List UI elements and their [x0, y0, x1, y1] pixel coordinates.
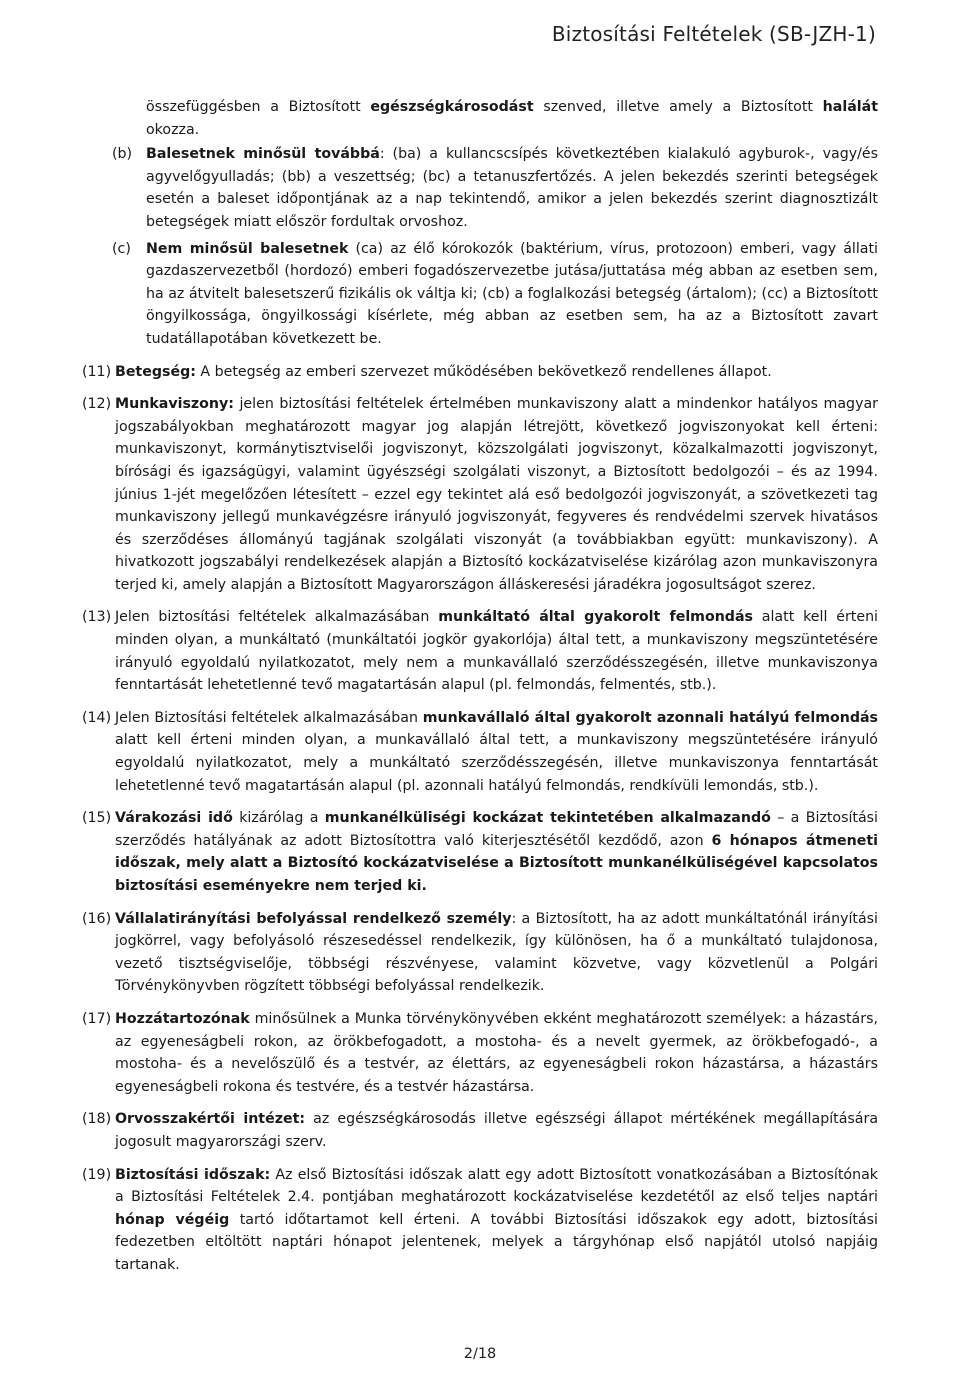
- text: tartó időtartamot kell érteni. A további Biztosítási időszakok egy adott, biztosítási fedezetben eltöltött naptári hónapot jelentenek, melyek a tárgyhónap első napjától utolsó napjáig tartanak.: [115, 1211, 878, 1273]
- text: kizárólag a: [232, 810, 325, 827]
- bold-text: munkanélküliségi kockázat tekintetében alkalmazandó: [324, 810, 771, 827]
- page-number: 2/18: [463, 1346, 497, 1362]
- bold-text: Balesetnek minősül továbbá: [146, 146, 380, 163]
- text: Az első Biztosítási időszak alatt egy adott Biztosított vonatkozásában a Biztosítónak a Biztosítási Feltételek 2.4. pontjában meghatározott kockázatviselése kezdetétől az első teljes naptári: [115, 1166, 879, 1206]
- clause-number: (14): [82, 709, 112, 726]
- clause-17: [82, 1008, 878, 1098]
- bold-text: egészségkárosodást: [370, 99, 534, 115]
- clause-16: [82, 908, 878, 998]
- subparagraph-c: [82, 238, 878, 351]
- bold-text: Munkaviszony:: [115, 396, 234, 413]
- clause-number: (11): [82, 363, 112, 380]
- text: Jelen biztosítási feltételek alkalmazásában: [115, 609, 439, 626]
- clause-11: [82, 361, 878, 384]
- text: (ca) az élő kórokozók (baktérium, vírus, protozoon) emberi, vagy állati gazdaszervezetből (hordozó) emberi fogadószervezetbe jutása/juttatása még abban az esetben sem, ha az átvitelt balesetszerű fizikális ok váltja ki; (cb) a foglalkozási betegség (ártalom); (cc) a Biztosított öngyilkossága, öngyilkossági kísérlete, még abban az esetben sem, ha az a Biztosított zavart tudatállapotában következett be.: [146, 240, 878, 347]
- text: összefüggésben a Biztosított: [146, 99, 371, 115]
- clause-12: [82, 393, 878, 596]
- clause-14: [82, 707, 878, 797]
- clause-number: (12): [82, 396, 112, 413]
- clause-number: (16): [82, 910, 112, 927]
- text: okozza.: [146, 121, 200, 138]
- bold-text: Várakozási idő: [115, 810, 233, 827]
- text: – a Biztosítási szerződés hatályának az adott Biztosítottra való kiterjesztésétől kezdődő, azon: [115, 810, 878, 849]
- text: : (ba) a kullancscsípés következtében kialakuló agyburok-, vagy/és agyvelőgyulladás; (bb) a veszettség; (bc) a tetanuszfertőzés. A jelen bekezdés szerinti betegségek esetén a baleset időpontjának az a nap tekintendő, amikor a jelen bekezdés szerint diagnosztizált betegségek miatt először fordultak orvoshoz.: [146, 146, 878, 230]
- text: alatt kell érteni minden olyan, a munkavállaló által tett, a munkaviszony megszüntetésére irányuló egyoldalú nyilatkozatot, mely a munkáltató szerződésszegésén, illetve munkaviszonya fenntartását lehetetlenné tevő magatartásán alapul (pl. azonnali hatályú felmondás, rendkívüli lemondás, stb.).: [115, 732, 878, 794]
- bold-text: hónap végéig: [115, 1211, 230, 1228]
- bold-text: Nem minősül balesetnek: [146, 240, 349, 257]
- bold-text: Hozzátartozónak: [115, 1010, 250, 1027]
- bold-text: halálát: [822, 99, 878, 115]
- subparagraph-label: (b): [112, 146, 133, 163]
- text: jelen biztosítási feltételek értelmében munkaviszony alatt a mindenkor hatályos magyar jogszabályokban meghatározott magyar jog alapján létrejött, következő jogviszonyokat kell érteni: munkaviszonyt, kormánytisztviselői jogviszonyt, közszolgálati jogviszonyt, közalkalmazotti jogviszonyt, bírósági és igazságügyi, valamint ügyészségi szolgálati viszonyt, a Biztosított bedolgozói – és az 1994. június 1-jét megelőzően létesített – ezzel egy tekintet alá eső bedolgozói jogviszonyát, a szövetkezeti tag munkaviszony jellegű munkavégzésre irányuló jogviszonyát, fegyveres és rendvédelmi szervek hivatásos és szerződéses állományú tagjának szolgálati viszonyát (a továbbiakban együtt: munkaviszony). A hivatkozott jogszabályi rendelkezések alapján a Biztosító kockázatviselése kizárólag azon munkaviszonyra terjed ki, amely alapján a Biztosított Magyarországon álláskeresési járadékra jogosultságot szerez.: [115, 396, 878, 593]
- clause-number: (18): [82, 1111, 112, 1128]
- bold-text: Biztosítási időszak:: [115, 1166, 271, 1183]
- document-body: [82, 96, 878, 1287]
- bold-text: Betegség:: [115, 363, 196, 380]
- document-title: Biztosítási Feltételek (SB-JZH-1): [551, 22, 876, 46]
- clause-number: (19): [82, 1166, 112, 1183]
- bold-text: 6 hónapos átmeneti időszak, mely alatt a Biztosító kockázatviselése a Biztosított munkanélküliségével kapcsolatos biztosítási eseményekre nem terjed ki.: [115, 832, 878, 894]
- text: minősülnek a Munka törvénykönyvében ekként meghatározott személyek: a házastárs, az egyeneságbeli rokon, az örökbefogadott, a mostoha- és a nevelt gyermek, az örökbefogadó-, a mostoha- és a nevelőszülő és a testvér, az élettárs, az egyeneságbeli rokon házastársa, a házastárs egyeneságbeli rokona és testvére, és a testvér házastársa.: [115, 1010, 878, 1095]
- clause-18: [82, 1108, 878, 1153]
- bold-text: Vállalatirányítási befolyással rendelkező személy: [115, 910, 512, 927]
- bold-text: munkavállaló által gyakorolt azonnali hatályú felmondás: [422, 709, 878, 726]
- bold-text: munkáltató által gyakorolt felmondás: [438, 609, 753, 626]
- text: A betegség az emberi szervezet működésében bekövetkező rendellenes állapot.: [195, 363, 772, 380]
- clause-15: [82, 807, 878, 897]
- bold-text: Orvosszakértői intézet:: [115, 1111, 306, 1128]
- clause-13: [82, 606, 878, 696]
- subparagraph-b: [82, 143, 878, 233]
- clause-number: (17): [82, 1010, 112, 1027]
- subparagraph-label: (c): [112, 240, 131, 257]
- clause-19: [82, 1164, 878, 1277]
- text: szenved, illetve amely a Biztosított: [533, 99, 823, 115]
- continuation-paragraph: [146, 96, 878, 141]
- text: Jelen Biztosítási feltételek alkalmazásában: [115, 709, 423, 726]
- text: : a Biztosított, ha az adott munkáltatónál irányítási jogkörrel, vagy befolyásoló részesedéssel rendelkezik, így különösen, ha ő a munkáltató tulajdonosa, vezető tisztségviselője, többségi részvényese, valamint közvetve, vagy közvetlenül a Polgári Törvénykönyvben rögzített többségi befolyással rendelkezik.: [115, 910, 879, 995]
- clause-number: (15): [82, 810, 112, 827]
- text: az egészségkárosodás illetve egészségi állapot mértékének megállapítására jogosult magyarországi szerv.: [115, 1111, 879, 1150]
- text: alatt kell érteni minden olyan, a munkáltató (munkáltatói jogkör gyakorlója) által tett, a munkaviszony megszüntetésére irányuló egyoldalú nyilatkozatot, mely nem a munkavállaló szerződésszegésén, illetve munkaviszonya fenntartását lehetetlenné tevő magatartásán alapul (pl. felmondás, felmentés, stb.).: [115, 609, 878, 694]
- clause-number: (13): [82, 609, 112, 626]
